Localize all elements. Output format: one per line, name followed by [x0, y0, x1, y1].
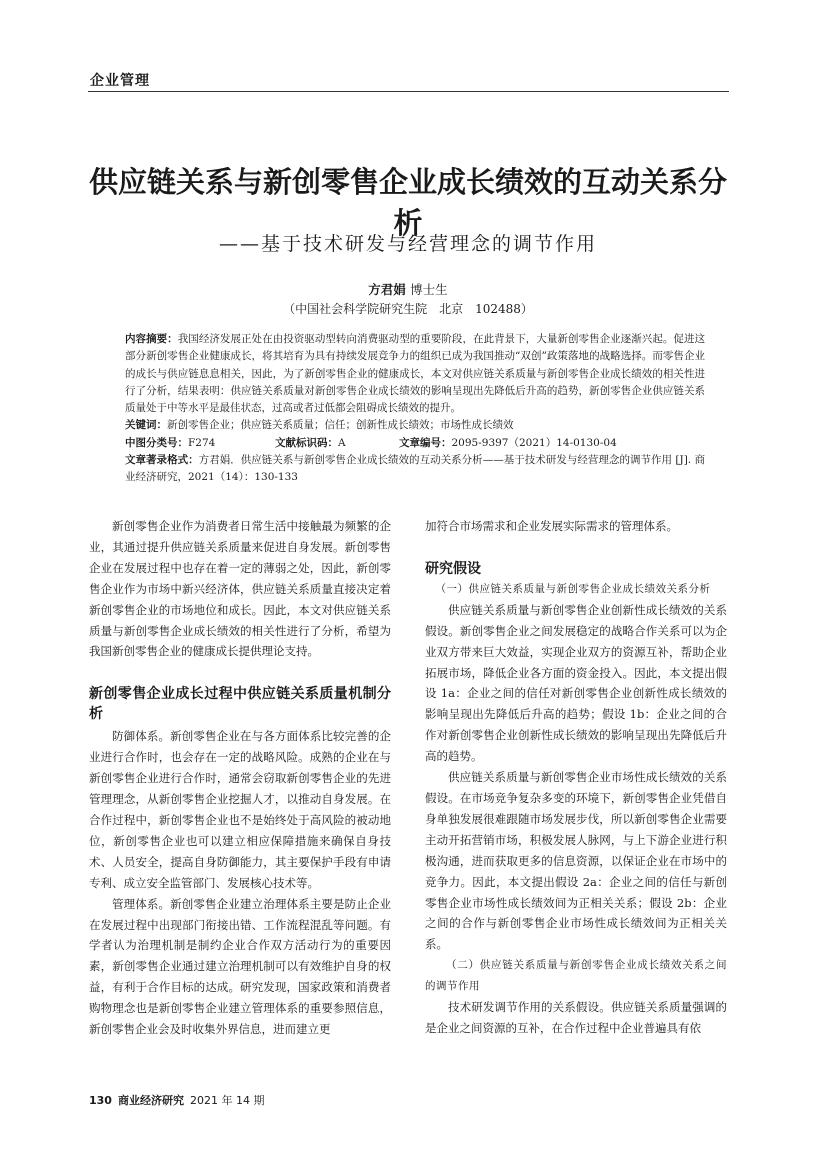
citation-text: 方君娟．供应链关系与新创零售企业成长绩效的互动关系分析——基于技术研发与经营理念的调节作用 [J]. 商业经济研究，2021（14）：130-133 — [125, 454, 706, 484]
clc-value: F274 — [188, 436, 216, 449]
abstract — [125, 331, 705, 417]
section-label: 企业管理 — [90, 73, 150, 89]
doc-code-cell — [275, 435, 399, 452]
header-divider — [88, 91, 729, 92]
keywords-text: 新创零售企业；供应链关系质量；信任；创新性成长绩效；市场性成长绩效 — [167, 419, 514, 432]
author-line — [88, 280, 728, 298]
keywords-label: 关键词： — [125, 419, 167, 432]
paragraph-defense: 防御体系。新创零售企业在与各方面体系比较完善的企业进行合作时，也会存在一定的战略风险。成熟的企业在与新创零售企业进行合作时，通常会窃取新创零售企业的先进管理理念，从新创零售企业挖掘人才，以推动自身发展。在合作过程中，新创零售企业也不是始终处于高风险的被动地位，新创零售企业也可以建立相应保障措施来确保自身技术、人员安全，提高自身防御能力，其主要保护手段有申请专利、成立安全监管部门、发展核心技术等。 — [89, 729, 391, 890]
article-no-label: 文章编号： — [399, 436, 452, 449]
issue-label: 2021 年 14 期 — [189, 1094, 265, 1107]
left-column — [89, 516, 391, 1040]
subheading-1: （一）供应链关系质量与新创零售企业成长绩效关系分析 — [435, 582, 711, 595]
keywords — [125, 417, 705, 434]
journal-name: 商业经济研究 — [117, 1094, 184, 1107]
abstract-label: 内容摘要： — [125, 333, 178, 345]
doc-code-value: A — [338, 436, 346, 449]
article-no-value: 2095-9397（2021）14-0130-04 — [451, 436, 617, 449]
author-degree: 博士生 — [410, 282, 448, 297]
page-number: 130 — [89, 1094, 112, 1107]
page-footer — [89, 1092, 264, 1108]
paragraph-hypothesis-2: 供应链关系质量与新创零售企业市场性成长绩效的关系假设。在市场竞争复杂多变的环境下，新创零售企业凭借自身单独发展很难跟随市场发展步伐，所以新创零售企业需要主动开拓营销市场，积极发展人脉网，与上下游企业进行积极沟通，进而获取更多的信息资源，以保证企业在市场中的竞争力。因此，本文提出假设 2a：企业之间的信任与新创零售企业市场性成长绩效间为正相关关系；假设 2b：企业之间的合作与新创零售企业市场性成长绩效间为正相关关系。 — [425, 770, 727, 952]
citation-label: 文章著录格式： — [125, 454, 199, 467]
abstract-text: 我国经济发展正处在由投资驱动型转向消费驱动型的重要阶段，在此背景下，大量新创零售企业逐渐兴起。促进这部分新创零售企业健康成长，将其培育为具有持续发展竞争力的组织已成为我国推动“双创”政策落地的战略选择。而零售企业的成长与供应链息息相关，因此，为了新创零售企业的健康成长，本文对供应链关系质量与新创零售企业成长绩效的相关性进行了分析，结果表明：供应链关系质量对新创零售企业成长绩效的影响呈现出先降低后升高的趋势，新创零售企业供应链关系质量处于中等水平是最佳状态，过高或者过低都会阻碍成长绩效的提升。 — [125, 333, 706, 415]
citation — [125, 452, 705, 487]
paragraph-tech-rd: 技术研发调节作用的关系假设。供应链关系质量强调的是企业之间资源的互补，在合作过程中企业普遍具有依 — [425, 1000, 727, 1035]
paragraph-hypothesis-1: 供应链关系质量与新创零售企业创新性成长绩效的关系假设。新创零售企业之间发展稳定的战略合作关系可以为企业双方带来巨大效益，实现企业双方的资源互补，帮助企业拓展市场，降低企业各方面的资金投入。因此，本文提出假设 1a：企业之间的信任对新创零售企业创新性成长绩效的影响呈现出先降低后升高的趋势；假设 1b：企业之间的合作对新创零售企业创新性成长绩效的影响呈现出先降低后升高的趋势。 — [425, 602, 727, 764]
author-affiliation: （中国社会科学院研究生院 北京 102488） — [283, 302, 533, 316]
clc-label: 中图分类号： — [125, 436, 188, 449]
author-name: 方君娟 — [368, 282, 406, 297]
subheading-2: （二）供应链关系质量与新创零售企业成长绩效关系之间的调节作用 — [425, 959, 727, 993]
abstract-block — [125, 331, 705, 487]
right-column — [425, 516, 727, 1039]
continued-paragraph: 加符合市场需求和企业发展实际需求的管理体系。 — [425, 519, 678, 533]
article-subtitle: ——基于技术研发与经营理念的调节作用 — [218, 233, 597, 255]
section-heading-mechanism: 新创零售企业成长过程中供应链关系质量机制分析 — [89, 686, 391, 723]
article-title: 供应链关系与新创零售企业成长绩效的互动关系分析 — [88, 165, 727, 240]
section-heading-hypotheses: 研究假设 — [425, 560, 481, 577]
doc-code-label: 文献标识码： — [275, 436, 338, 449]
article-no-cell — [399, 435, 617, 452]
paragraph-management: 管理体系。新创零售企业建立治理体系主要是防止企业在发展过程中出现部门衔接出错、工作流程混乱等问题。有学者认为治理机制是制约企业合作双方活动行为的重要因素，新创零售企业通过建立治理机制可以有效维护自身的权益，有利于合作目标的达成。研究发现，国家政策和消费者购物理念也是新创零售企业建立管理体系的重要参照信息，新创零售企业会及时收集外界信息，进而建立更 — [89, 896, 391, 1037]
classification-row — [125, 435, 705, 452]
clc-cell — [125, 435, 275, 452]
intro-paragraph: 新创零售企业作为消费者日常生活中接触最为频繁的企业，其通过提升供应链关系质量来促进自身发展。新创零售企业在发展过程中也存在着一定的薄弱之处，因此，新创零售企业作为市场中新兴经济体，供应链关系质量直接决定着新创零售企业的市场地位和成长。因此，本文对供应链关系质量与新创零售企业成长绩效的相关性进行了分析，希望为我国新创零售企业的健康成长提供理论支持。 — [89, 519, 391, 659]
